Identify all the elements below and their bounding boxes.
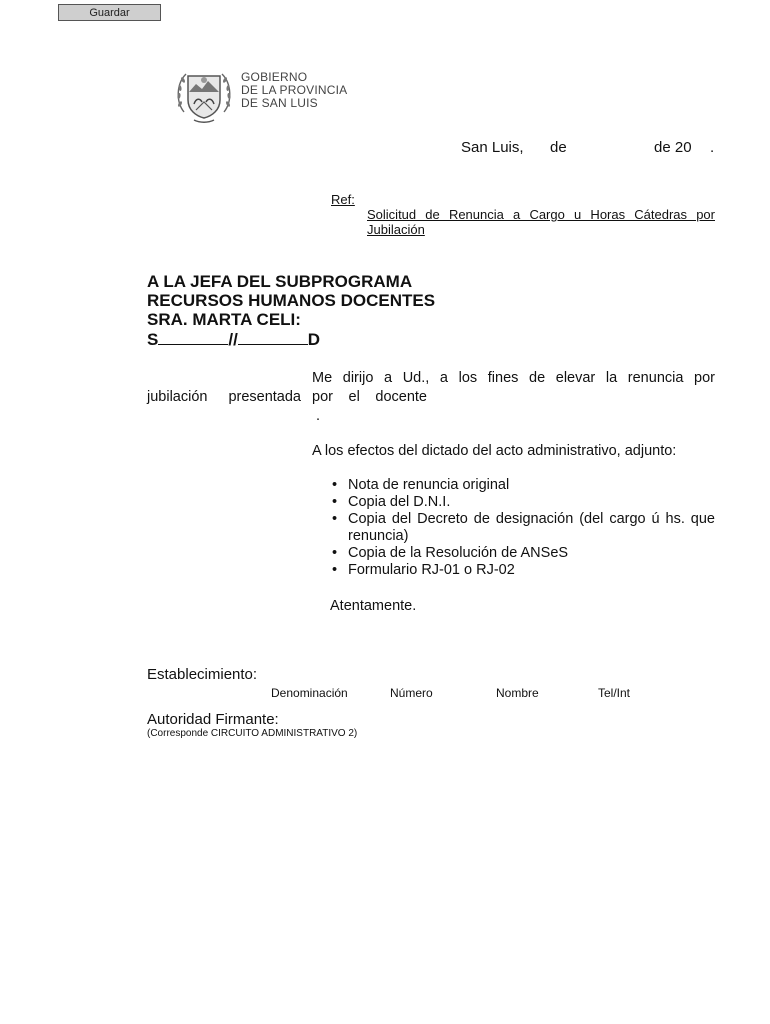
- paragraph1-line1: Me dirijo a Ud., a los fines de elevar la renuncia por: [312, 370, 715, 386]
- addressee-line1: A LA JEFA DEL SUBPROGRAMA: [147, 272, 413, 291]
- paragraph2: A los efectos del dictado del acto administrativo, adjunto:: [312, 443, 677, 459]
- list-item: • Copia de la Resolución de ANSeS: [330, 545, 715, 562]
- date-de-2: de 20: [654, 139, 692, 156]
- addressee-line2: RECURSOS HUMANOS DOCENTES: [147, 291, 436, 310]
- authority-note: (Corresponde CIRCUITO ADMINISTRATIVO 2): [147, 728, 358, 739]
- closing-text: Atentamente.: [330, 598, 417, 614]
- date-end: .: [710, 139, 715, 156]
- paragraph1-line2a: jubilación presentada: [147, 389, 301, 405]
- date-city: San Luis,: [461, 139, 524, 156]
- paragraph1-line2b: por el docente: [312, 389, 427, 405]
- government-name-line2: DE LA PROVINCIA: [241, 83, 348, 97]
- list-item: • Copia del Decreto de designación (del cargo ú hs. que renuncia): [330, 511, 715, 545]
- sd-blank-1: [158, 329, 228, 345]
- addressee-line3: SRA. MARTA CELI:: [147, 310, 301, 329]
- date-de-1: de: [550, 139, 567, 156]
- addressee-heading: [147, 272, 435, 349]
- government-name: [241, 71, 347, 110]
- field-denominacion: Denominación: [271, 686, 348, 700]
- establishment-label: [147, 666, 257, 683]
- list-item: • Copia del D.N.I.: [330, 494, 715, 511]
- field-numero: Número: [390, 686, 433, 700]
- government-name-line3: DE SAN LUIS: [241, 96, 318, 110]
- list-item: • Nota de renuncia original: [330, 477, 715, 494]
- sd-separator: //: [228, 330, 238, 349]
- reference-label: Ref:: [331, 192, 355, 207]
- sd-s: S: [147, 330, 159, 349]
- reference-subject-line2: Jubilación: [367, 222, 425, 237]
- save-button[interactable]: Guardar: [58, 4, 161, 21]
- salutation-sd: [147, 329, 435, 349]
- attachments-list: [330, 477, 715, 579]
- list-item: • Formulario RJ-01 o RJ-02: [330, 562, 715, 579]
- authority-label: Autoridad Firmante:: [147, 711, 279, 728]
- paragraph1-dot: .: [316, 408, 321, 424]
- government-name-line1: GOBIERNO: [241, 70, 308, 84]
- establishment-colon: :: [252, 666, 258, 683]
- government-seal-icon: [174, 62, 234, 124]
- field-nombre: Nombre: [496, 686, 539, 700]
- field-tel-int: Tel/Int: [598, 686, 631, 700]
- sd-blank-2: [238, 329, 308, 345]
- establishment-label-text: Establecimiento: [147, 666, 253, 683]
- reference-subject-line1: Solicitud de Renuncia a Cargo u Horas Cátedras por: [367, 207, 715, 222]
- sd-d: D: [307, 330, 321, 349]
